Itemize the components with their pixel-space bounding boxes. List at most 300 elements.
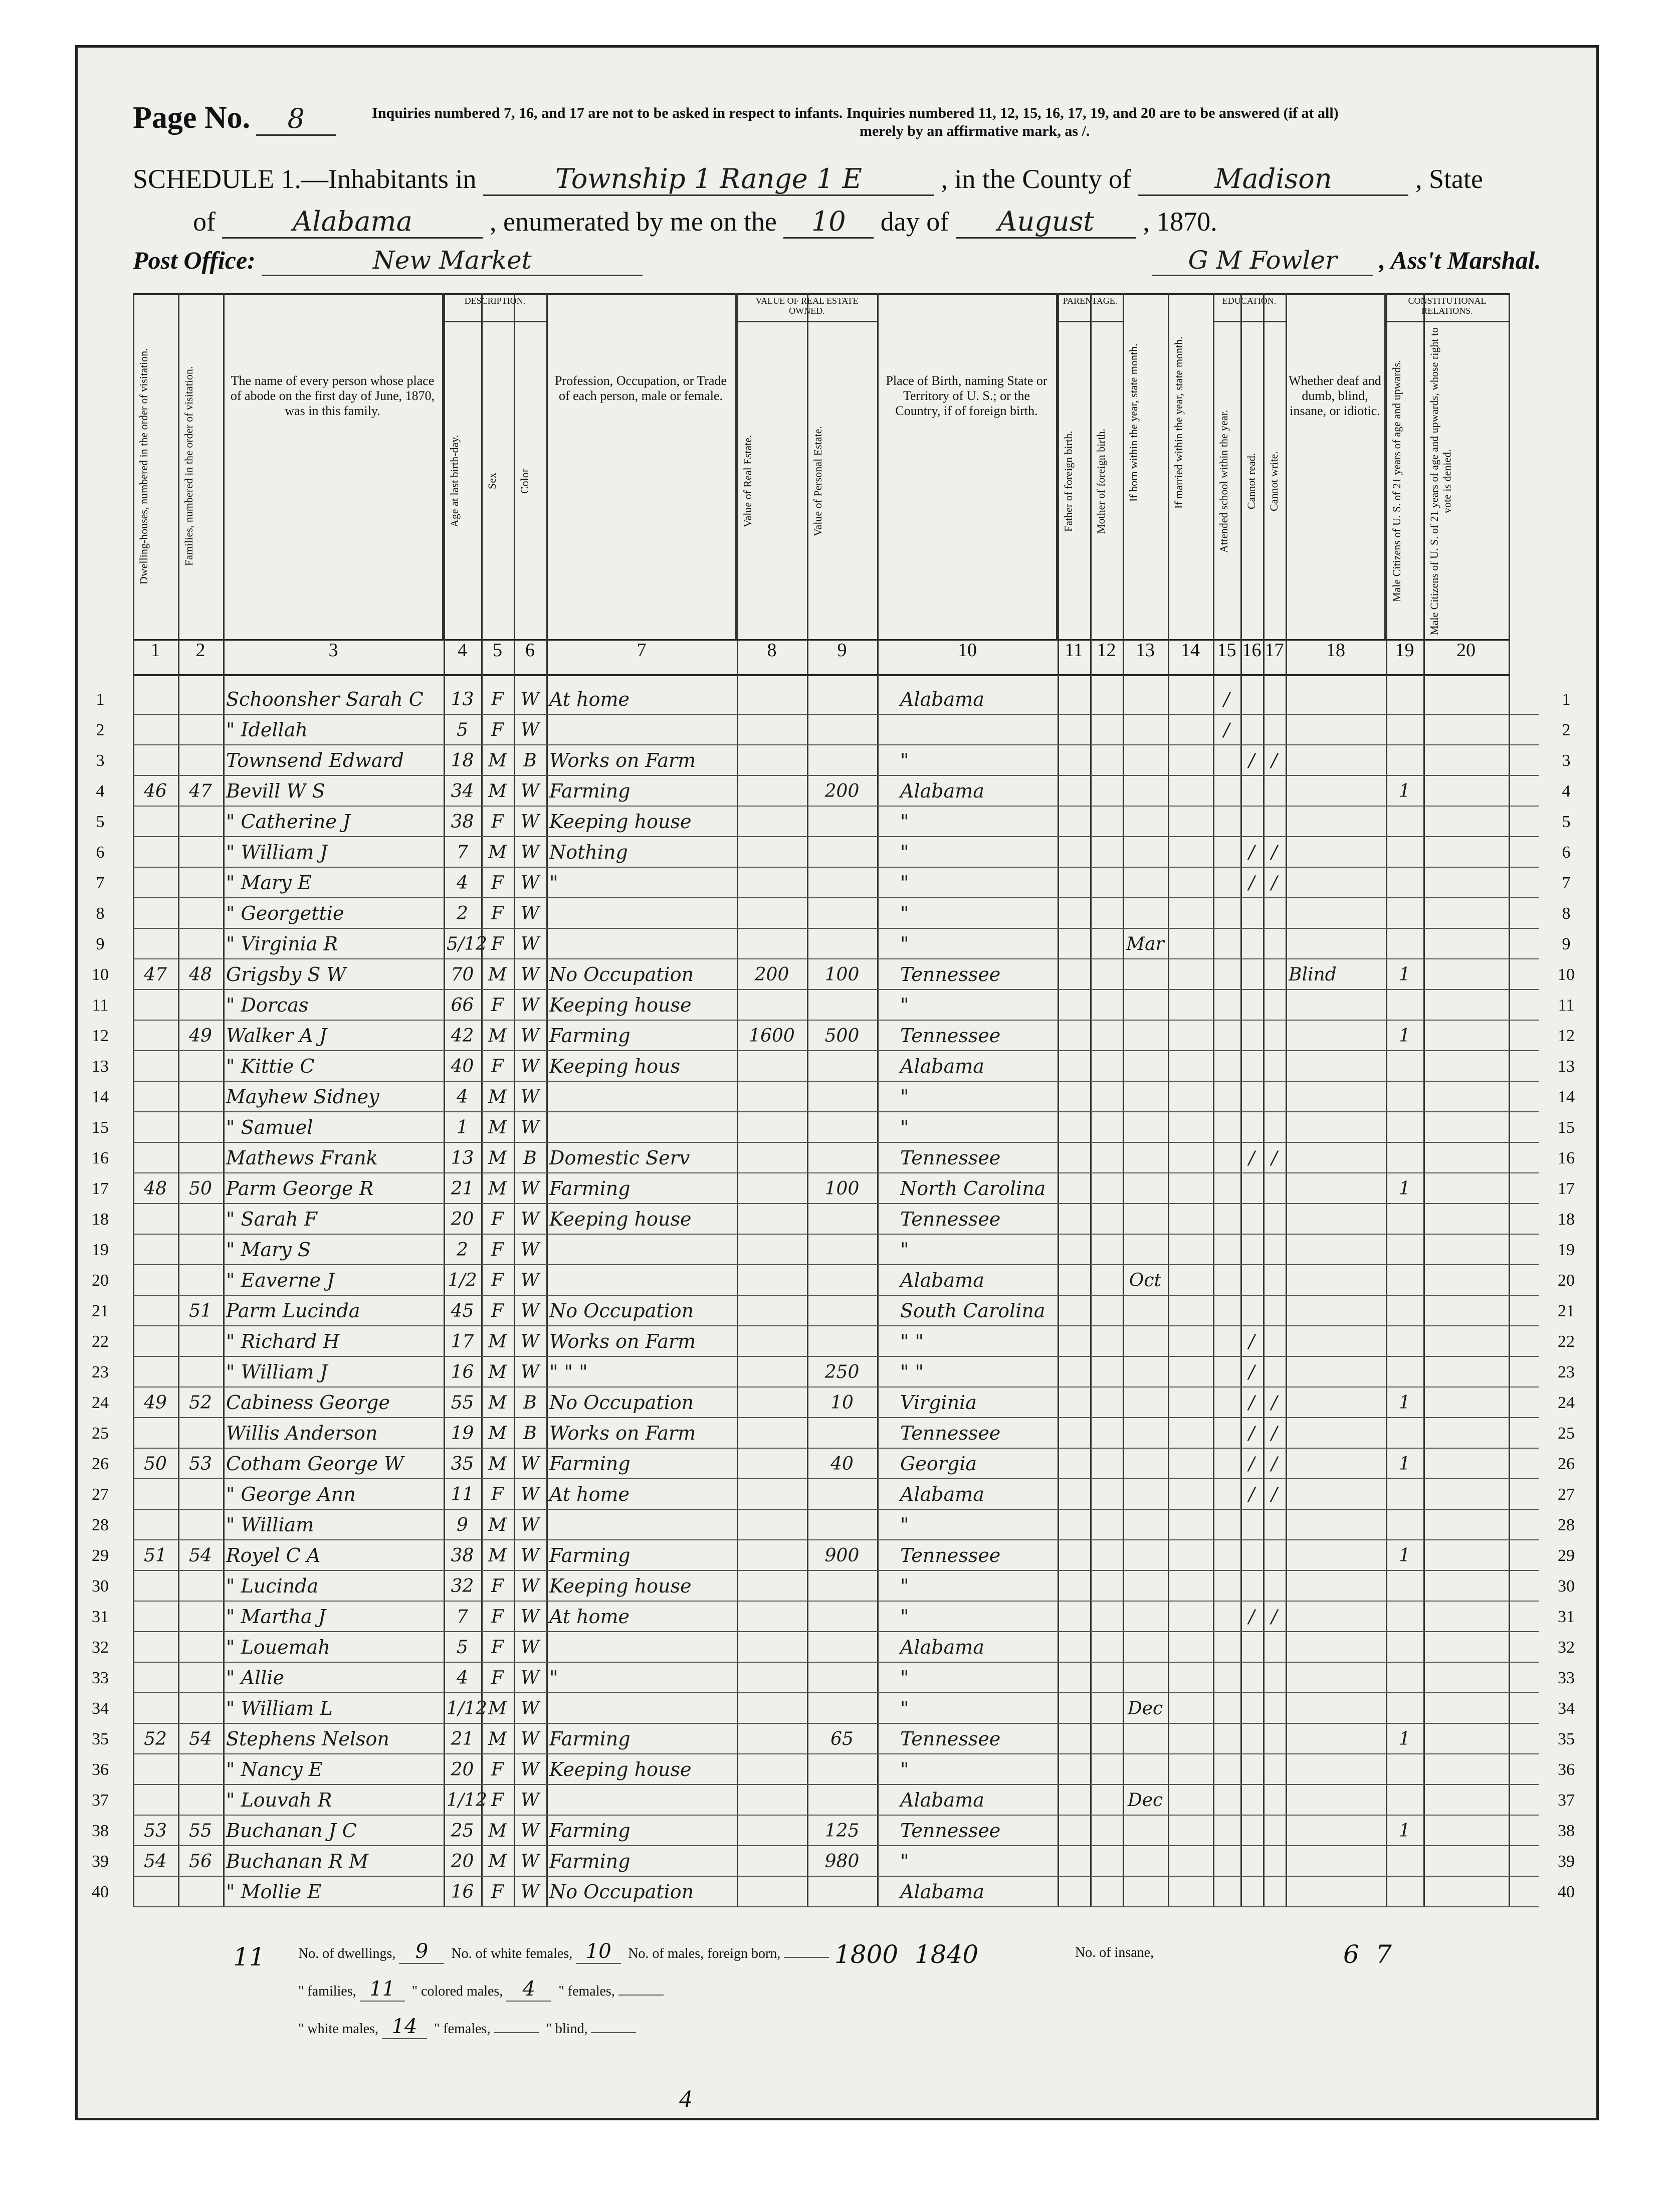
cell-birth: Alabama	[900, 1636, 984, 1658]
cell-occ: " " "	[549, 1361, 588, 1383]
cell-pe	[810, 1265, 874, 1296]
cell-sex: M	[488, 964, 507, 985]
line-number-right: 15	[1558, 1118, 1575, 1137]
cell-c18	[1289, 1663, 1383, 1693]
cell-name: Parm George R	[226, 1177, 374, 1200]
cell-birth: "	[900, 1850, 909, 1872]
cell-re	[740, 1632, 804, 1663]
line-number-right: 25	[1558, 1424, 1575, 1443]
line-number-right: 28	[1558, 1516, 1575, 1534]
cell-c17	[1266, 1510, 1283, 1540]
cell-name: " Dorcas	[226, 994, 309, 1016]
cell-occ: Keeping house	[549, 994, 692, 1016]
cell-color: W	[520, 812, 539, 832]
cell-occ	[549, 1235, 734, 1265]
cell-c17	[1266, 1693, 1283, 1724]
cell-sex: F	[491, 1056, 504, 1077]
group-header-constitutional: CONSTITUTIONAL RELATIONS.	[1386, 293, 1509, 322]
cell-color: B	[523, 1423, 537, 1444]
cell-birth: "	[900, 1116, 909, 1138]
cell-birth: Tennessee	[900, 1025, 1001, 1047]
cell-c17	[1266, 1357, 1283, 1387]
enumerated-label: , enumerated by me on the	[489, 207, 777, 237]
cell-c15	[1216, 1785, 1237, 1816]
cell-name: " William	[226, 1514, 314, 1536]
cell-color: W	[520, 1729, 539, 1749]
cell-re	[740, 1112, 804, 1143]
line-number-left: 38	[92, 1822, 109, 1840]
cell-c19	[1389, 1143, 1420, 1173]
cell-c19	[1389, 990, 1420, 1021]
cell-c17	[1266, 1816, 1283, 1846]
insane-label: No. of insane,	[1075, 1945, 1154, 1960]
cell-birth: Alabama	[900, 1789, 984, 1811]
cell-re	[740, 1571, 804, 1602]
cell-sex: F	[491, 903, 504, 924]
cell-c14	[1171, 1387, 1210, 1418]
cell-re	[740, 684, 804, 715]
cell-c19	[1389, 1265, 1420, 1296]
line-number-right: 33	[1558, 1669, 1575, 1687]
cell-re	[740, 1143, 804, 1173]
cell-age: 1	[457, 1117, 468, 1138]
line-number-left: 6	[96, 843, 105, 862]
cell-occ: Farming	[549, 1453, 631, 1475]
cell-dw	[136, 1632, 175, 1663]
cell-age: 11	[451, 1484, 474, 1505]
cell-occ: Keeping hous	[549, 1055, 681, 1077]
line-number-right: 4	[1562, 782, 1571, 801]
column-header-14: If married within the year, state month.	[1168, 293, 1213, 639]
cell-pe: 500	[824, 1026, 860, 1046]
cell-c15	[1216, 990, 1237, 1021]
cell-dw	[136, 1785, 175, 1816]
cell-c15	[1216, 1449, 1237, 1479]
cell-name: Buchanan R M	[226, 1850, 369, 1872]
cell-c17	[1266, 684, 1283, 715]
cell-c19	[1389, 1479, 1420, 1510]
cell-c19	[1389, 1693, 1420, 1724]
cell-c17	[1266, 715, 1283, 745]
cell-c18	[1289, 1602, 1383, 1632]
cell-birth: "	[900, 1575, 909, 1597]
cell-fam	[181, 1326, 220, 1357]
cell-c13	[1126, 807, 1165, 837]
cell-c13	[1126, 1571, 1165, 1602]
cell-c15	[1216, 1479, 1237, 1510]
cell-dw	[136, 1265, 175, 1296]
cell-c13: Mar	[1126, 934, 1164, 954]
cell-c18	[1289, 1693, 1383, 1724]
cell-c17: /	[1271, 1423, 1278, 1444]
line-number-left: 1	[96, 690, 105, 709]
table-row	[92, 1510, 1575, 1540]
cell-age: 21	[451, 1178, 474, 1199]
post-office: New Market	[262, 246, 643, 276]
cell-c17	[1266, 1204, 1283, 1235]
line-number-left: 10	[92, 965, 109, 984]
cell-sex: M	[488, 842, 507, 863]
cell-birth: "	[900, 1239, 909, 1261]
cell-fam	[181, 1235, 220, 1265]
total-col2: 11	[233, 1942, 265, 1971]
column-number-6: 6	[525, 640, 535, 661]
cell-name: Walker A J	[226, 1025, 327, 1047]
county: Madison	[1138, 163, 1408, 196]
white-males-count: 14	[382, 2015, 427, 2039]
line-number-left: 11	[92, 996, 109, 1015]
cell-sex: F	[491, 720, 504, 740]
line-number-right: 7	[1562, 874, 1571, 892]
line-number-right: 37	[1558, 1791, 1575, 1810]
cell-c19: 1	[1399, 1729, 1410, 1749]
cell-color: W	[520, 1026, 539, 1046]
line-number-left: 22	[92, 1332, 109, 1351]
cell-c16	[1243, 1663, 1260, 1693]
cell-occ: "	[549, 872, 558, 894]
cell-c15	[1216, 1296, 1237, 1326]
cell-name: " Sarah F	[226, 1208, 317, 1230]
cell-c18	[1289, 837, 1383, 868]
colored-females-count	[494, 2032, 539, 2033]
cell-occ: Nothing	[549, 841, 628, 863]
cell-birth: "	[900, 811, 909, 833]
cell-sex: F	[491, 1484, 504, 1505]
cell-c15	[1216, 929, 1237, 959]
cell-color: B	[523, 750, 537, 771]
cell-birth: Tennessee	[900, 1147, 1001, 1169]
cell-c16	[1243, 1235, 1260, 1265]
cell-c13	[1126, 684, 1165, 715]
column-header-3: The name of every person whose place of abode on the first day of June, 1870, was in this family.	[223, 293, 444, 639]
cell-sex: F	[491, 1270, 504, 1291]
dwellings-label: No. of dwellings,	[298, 1946, 396, 1961]
census-sheet	[75, 45, 1599, 2120]
cell-c19	[1389, 1602, 1420, 1632]
cell-c13	[1126, 959, 1165, 990]
cell-c15	[1216, 1510, 1237, 1540]
cell-c18	[1289, 776, 1383, 807]
cell-occ: Farming	[549, 1820, 631, 1842]
cell-fam	[181, 1082, 220, 1112]
cell-pe	[810, 715, 874, 745]
column-header-11: Father of foreign birth.	[1058, 323, 1090, 639]
cell-dw: 51	[144, 1545, 167, 1566]
line-number-right: 39	[1558, 1852, 1575, 1871]
cell-re	[740, 990, 804, 1021]
cell-re: 200	[754, 964, 789, 985]
cell-occ: Farming	[549, 1850, 631, 1872]
cell-occ: No Occupation	[549, 963, 694, 985]
line-number-right: 31	[1558, 1608, 1575, 1626]
cell-dw	[136, 1510, 175, 1540]
cell-color: W	[520, 1821, 539, 1841]
cell-dw	[136, 684, 175, 715]
line-number-left: 5	[96, 813, 105, 831]
cell-c15	[1216, 868, 1237, 898]
cell-occ: Farming	[549, 1025, 631, 1047]
cell-name: " Allie	[226, 1667, 284, 1689]
cell-c18	[1289, 1418, 1383, 1449]
cell-c16: /	[1248, 842, 1255, 863]
cell-age: 66	[451, 995, 474, 1016]
cell-c19	[1389, 1571, 1420, 1602]
cell-c16: /	[1248, 873, 1255, 893]
cell-fam	[181, 1632, 220, 1663]
cell-c16	[1243, 1785, 1260, 1816]
cell-pe: 65	[830, 1729, 854, 1749]
cell-c16	[1243, 1265, 1260, 1296]
table-row	[92, 1418, 1575, 1449]
cell-c19	[1389, 1082, 1420, 1112]
foreign-born-count	[784, 1957, 829, 1958]
cell-c14	[1171, 1204, 1210, 1235]
cell-c16	[1243, 1296, 1260, 1326]
cell-c13	[1126, 868, 1165, 898]
cell-c18	[1289, 1754, 1383, 1785]
cell-re	[740, 1051, 804, 1082]
cell-re	[740, 1540, 804, 1571]
cell-occ: "	[549, 1667, 558, 1689]
cell-c15	[1216, 1724, 1237, 1754]
table-row	[92, 1754, 1575, 1785]
cell-fam	[181, 1693, 220, 1724]
cell-c19	[1389, 1754, 1420, 1785]
cell-c14	[1171, 1173, 1210, 1204]
cell-c17: /	[1271, 873, 1278, 893]
cell-occ: No Occupation	[549, 1300, 694, 1322]
line-number-right: 8	[1562, 904, 1571, 923]
cell-dw	[136, 868, 175, 898]
cell-c18	[1289, 1204, 1383, 1235]
cell-name: Mathews Frank	[226, 1147, 378, 1169]
cell-fam	[181, 1112, 220, 1143]
column-header-15: Attended school within the year.	[1213, 323, 1240, 639]
cell-birth: South Carolina	[900, 1300, 1045, 1322]
colored-females-label: " females,	[434, 2021, 491, 2037]
cell-c19: 1	[1399, 964, 1410, 985]
cell-c19	[1389, 1357, 1420, 1387]
colored-males-label: " colored males,	[411, 1983, 503, 1999]
cell-pe	[810, 807, 874, 837]
cell-c13	[1126, 1326, 1165, 1357]
cell-dw	[136, 1877, 175, 1907]
cell-c19: 1	[1399, 781, 1410, 802]
cell-re	[740, 745, 804, 776]
cell-fam	[181, 684, 220, 715]
cell-re	[740, 929, 804, 959]
cell-name: " Mary S	[226, 1239, 311, 1261]
line-number-right: 19	[1558, 1241, 1575, 1259]
cell-c18	[1289, 1479, 1383, 1510]
cell-name: " Nancy E	[226, 1758, 323, 1780]
cell-pe: 125	[824, 1821, 860, 1841]
cell-c14	[1171, 1693, 1210, 1724]
cell-occ: At home	[549, 688, 629, 710]
cell-birth: " "	[900, 1330, 924, 1352]
cell-c14	[1171, 1418, 1210, 1449]
cell-c15	[1216, 1143, 1237, 1173]
cell-fam	[181, 1785, 220, 1816]
personal-estate-total: 1840	[915, 1940, 979, 1969]
line-number-left: 2	[96, 721, 105, 739]
cell-name: " Richard H	[226, 1330, 340, 1352]
column-number-5: 5	[493, 640, 502, 661]
line-number-right: 1	[1562, 690, 1571, 709]
cell-c14	[1171, 1632, 1210, 1663]
cell-c15	[1216, 1540, 1237, 1571]
cell-occ: Farming	[549, 1728, 631, 1750]
cell-c19	[1389, 1296, 1420, 1326]
column-header-17: Cannot write.	[1263, 323, 1286, 639]
cell-age: 42	[451, 1026, 474, 1046]
line-number-left: 20	[92, 1271, 109, 1290]
cell-name: " Louemah	[226, 1636, 330, 1658]
cell-pe	[810, 990, 874, 1021]
cell-c13	[1126, 837, 1165, 868]
cell-pe	[810, 1235, 874, 1265]
cell-name: Cotham George W	[226, 1453, 404, 1475]
cell-c19	[1389, 868, 1420, 898]
cell-name: " Eaverne J	[226, 1269, 335, 1291]
column-number-12: 12	[1097, 640, 1116, 661]
cell-fam	[181, 745, 220, 776]
cell-color: W	[520, 1759, 539, 1780]
cell-name: " Idellah	[226, 719, 308, 741]
cell-c15	[1216, 1204, 1237, 1235]
cell-pe	[810, 1143, 874, 1173]
cell-pe: 200	[824, 781, 860, 802]
cell-dw	[136, 1693, 175, 1724]
cell-c16	[1243, 1082, 1260, 1112]
cell-c13	[1126, 1724, 1165, 1754]
cell-c13	[1126, 1602, 1165, 1632]
totals-row-1	[298, 1940, 829, 1964]
line-number-left: 7	[96, 874, 105, 892]
cell-c18	[1289, 1143, 1383, 1173]
cell-c15	[1216, 1602, 1237, 1632]
cell-sex: M	[488, 1698, 507, 1719]
cell-re	[740, 898, 804, 929]
cell-c16	[1243, 715, 1260, 745]
dwellings-count: 9	[399, 1940, 444, 1964]
column-header-1: Dwelling-houses, numbered in the order of visitation.	[133, 293, 178, 639]
cell-occ: No Occupation	[549, 1392, 694, 1414]
cell-dw	[136, 807, 175, 837]
group-header-description: DESCRIPTION.	[444, 293, 546, 322]
cell-c18	[1289, 1449, 1383, 1479]
cell-dw: 47	[144, 964, 167, 985]
cell-pe	[810, 1082, 874, 1112]
cell-c13	[1126, 1449, 1165, 1479]
families-label: " families,	[298, 1983, 356, 1999]
cell-pe	[810, 1296, 874, 1326]
cell-age: 13	[451, 689, 474, 710]
cell-c19	[1389, 898, 1420, 929]
year: , 1870.	[1143, 207, 1217, 237]
cell-age: 16	[451, 1362, 474, 1382]
cell-sex: F	[491, 1607, 504, 1627]
table-row	[92, 1357, 1575, 1387]
table-row	[92, 1632, 1575, 1663]
line-number-right: 21	[1558, 1302, 1575, 1320]
column-number-18: 18	[1326, 640, 1345, 661]
cell-c14	[1171, 990, 1210, 1021]
cell-c15	[1216, 1816, 1237, 1846]
cell-c16	[1243, 1693, 1260, 1724]
cell-sex: F	[491, 1209, 504, 1230]
cell-c17	[1266, 1632, 1283, 1663]
cell-c15	[1216, 1387, 1237, 1418]
line-number-right: 6	[1562, 843, 1571, 862]
cell-color: W	[520, 1668, 539, 1688]
cell-c17: /	[1271, 1148, 1278, 1168]
cell-dw: 46	[144, 781, 167, 802]
column-number-9: 9	[837, 640, 847, 661]
column-number-10: 10	[958, 640, 977, 661]
line-number-left: 29	[92, 1546, 109, 1565]
cell-c14	[1171, 715, 1210, 745]
line-number-left: 19	[92, 1241, 109, 1259]
cell-occ: Works on Farm	[549, 749, 696, 771]
cell-sex: M	[488, 1545, 507, 1566]
cell-re	[740, 1663, 804, 1693]
cell-birth: " "	[900, 1361, 924, 1383]
cell-c14	[1171, 837, 1210, 868]
cell-fam	[181, 1602, 220, 1632]
column-number-1: 1	[150, 640, 160, 661]
cell-dw	[136, 1235, 175, 1265]
cell-c14	[1171, 684, 1210, 715]
cell-name: " William J	[226, 1361, 328, 1383]
cell-age: 20	[451, 1759, 474, 1780]
cell-dw	[136, 1754, 175, 1785]
cell-fam	[181, 837, 220, 868]
column-number-17: 17	[1265, 640, 1284, 661]
cell-c16	[1243, 1173, 1260, 1204]
cell-name: Buchanan J C	[226, 1820, 357, 1842]
column-number-2: 2	[195, 640, 205, 661]
cell-fam: 48	[189, 964, 212, 985]
cell-c14	[1171, 959, 1210, 990]
cell-sex: F	[491, 1759, 504, 1780]
cell-c13	[1126, 1479, 1165, 1510]
cell-sex: F	[491, 1882, 504, 1902]
cell-age: 70	[451, 964, 474, 985]
cell-occ	[549, 715, 734, 745]
cell-c19	[1389, 1846, 1420, 1877]
cell-sex: M	[488, 1087, 507, 1107]
colored-males-count: 4	[506, 1977, 551, 2002]
cell-re	[740, 1602, 804, 1632]
column-header-18: Whether deaf and dumb, blind, insane, or idiotic.	[1286, 293, 1386, 639]
edu-total-16: 6	[1343, 1940, 1359, 1969]
cell-birth: Virginia	[900, 1392, 977, 1414]
cell-c18	[1289, 684, 1383, 715]
table-row	[92, 1540, 1575, 1571]
column-header-13: If born within the year, state month.	[1123, 293, 1168, 639]
cell-c17	[1266, 1540, 1283, 1571]
cell-occ: Farming	[549, 1177, 631, 1200]
cell-c15: /	[1223, 720, 1230, 740]
foreign-born-label: No. of males, foreign born,	[628, 1946, 781, 1961]
cell-dw	[136, 1357, 175, 1387]
cell-c17	[1266, 1112, 1283, 1143]
cell-fam: 54	[189, 1545, 212, 1566]
cell-fam: 51	[189, 1301, 212, 1321]
cell-age: 4	[457, 1668, 468, 1688]
cell-color: W	[520, 1178, 539, 1199]
